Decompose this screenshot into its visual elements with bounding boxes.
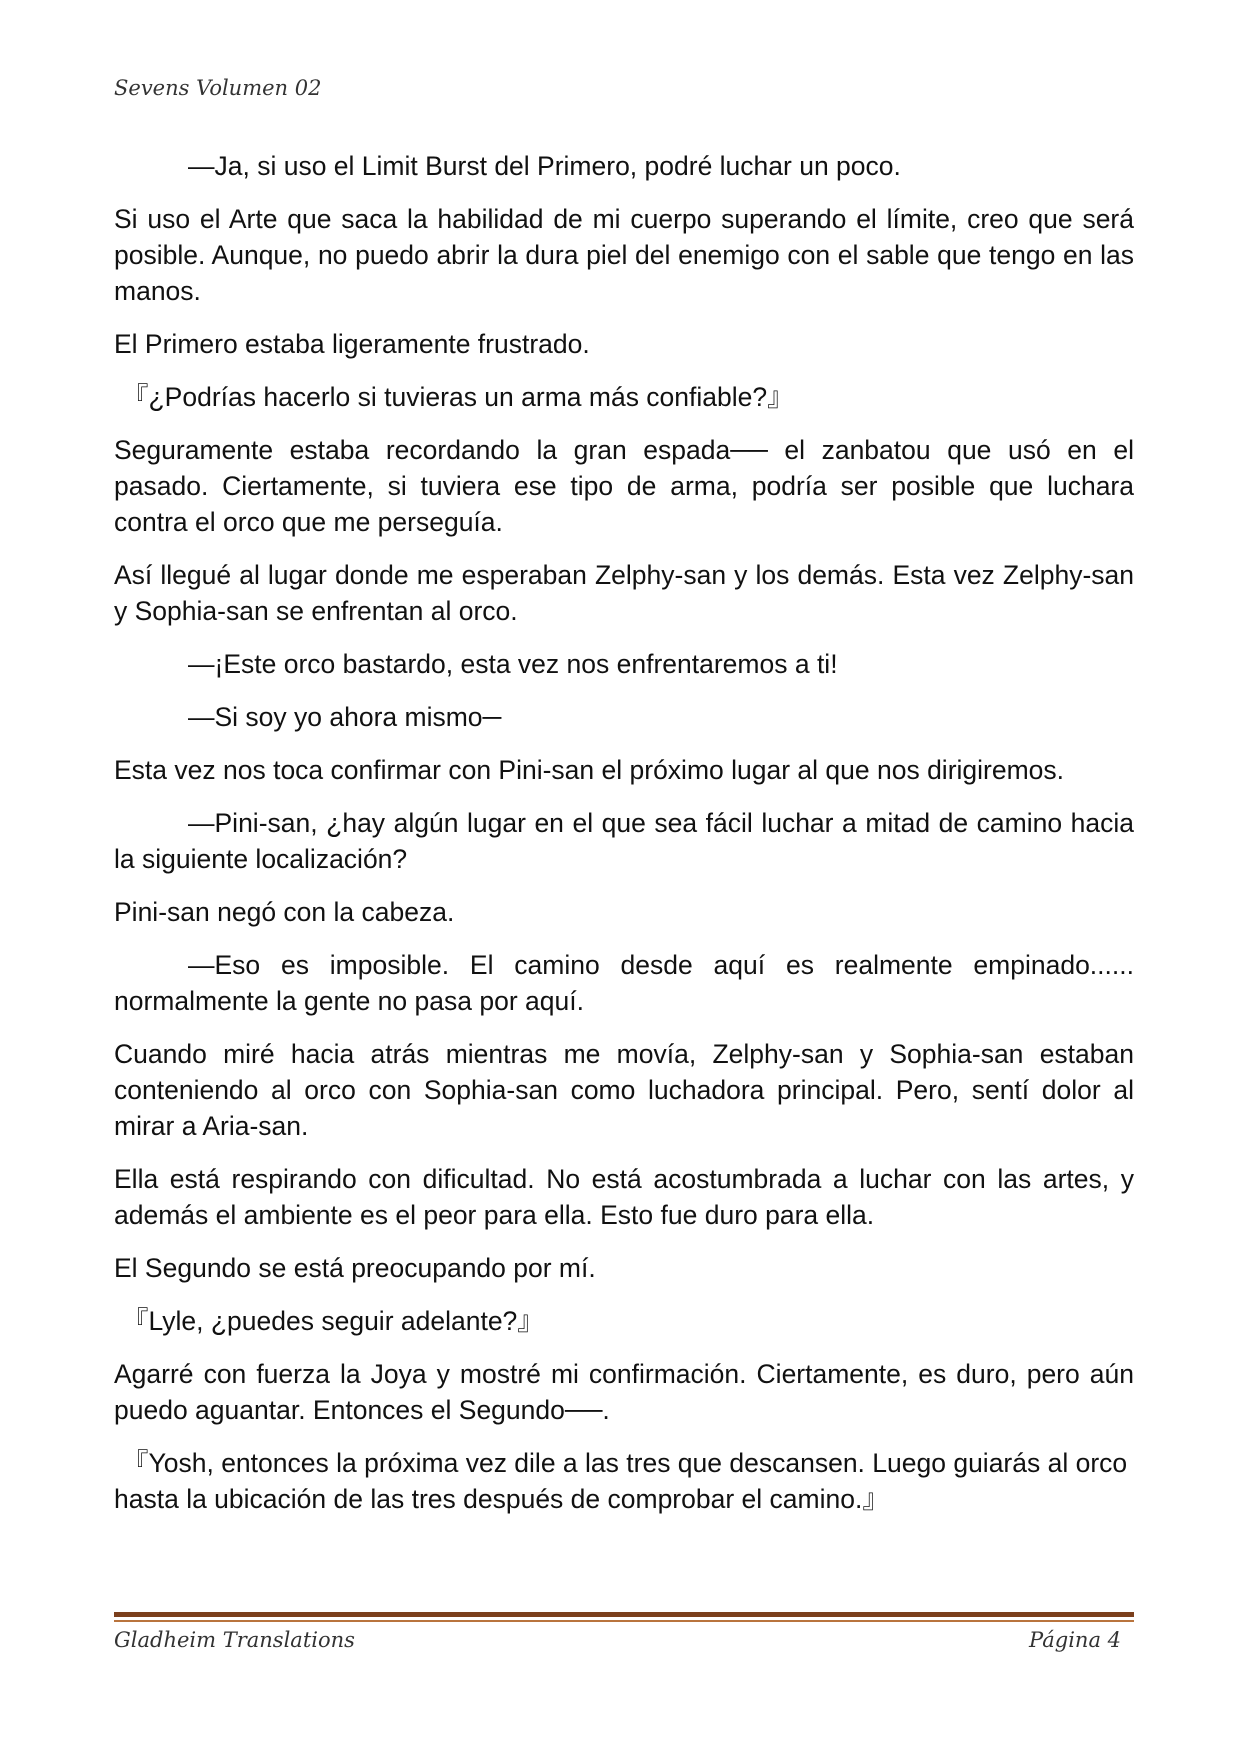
footer-divider-thick [114,1612,1134,1617]
paragraph-narration: El Primero estaba ligeramente frustrado. [114,329,590,359]
paragraph-thought: 『Yosh, entonces la próxima vez dile a las tres que descansen. Luego guiarás al orco hasta la ubicación de las tres después de comprobar el camino.』 [114,1448,1128,1514]
paragraph-thought: 『¿Podrías hacerlo si tuvieras un arma más confiable?』 [122,382,794,412]
paragraph-dialogue: —Ja, si uso el Limit Burst del Primero, podré luchar un poco. [188,151,901,181]
page-header-title: Sevens Volumen 02 [114,76,322,100]
page-body [114,148,1134,1534]
paragraph-narration: Así llegué al lugar donde me esperaban Zelphy-san y los demás. Esta vez Zelphy-san y Sophia-san se enfrentan al orco. [114,560,1134,626]
paragraph-dialogue: —Si soy yo ahora mismo─ [188,702,502,732]
footer-translator-credit: Gladheim Translations [114,1628,355,1652]
paragraph-dialogue: —Pini-san, ¿hay algún lugar en el que sea fácil luchar a mitad de camino hacia la siguiente localización? [114,808,1134,874]
paragraph-narration: Seguramente estaba recordando la gran espada── el zanbatou que usó en el pasado. Ciertamente, si tuviera ese tipo de arma, podría ser posible que luchara contra el orco que me perseguía. [114,435,1134,537]
paragraph-narration: Esta vez nos toca confirmar con Pini-san el próximo lugar al que nos dirigiremos. [114,755,1065,785]
footer-page-number: Página 4 [1029,1628,1121,1652]
footer-divider [114,1612,1134,1622]
paragraph-narration: Agarré con fuerza la Joya y mostré mi confirmación. Ciertamente, es duro, pero aún puedo aguantar. Entonces el Segundo──. [114,1359,1134,1425]
paragraph-narration: Cuando miré hacia atrás mientras me movía, Zelphy-san y Sophia-san estaban conteniendo al orco con Sophia-san como luchadora principal. Pero, sentí dolor al mirar a Aria-san. [114,1039,1134,1141]
paragraph-thought: 『Lyle, ¿puedes seguir adelante?』 [122,1306,544,1336]
paragraph-dialogue: —Eso es imposible. El camino desde aquí es realmente empinado...... normalmente la gente no pasa por aquí. [114,950,1134,1016]
paragraph-dialogue: —¡Este orco bastardo, esta vez nos enfrentaremos a ti! [188,649,838,679]
footer-divider-thin [114,1620,1134,1622]
paragraph-narration: El Segundo se está preocupando por mí. [114,1253,596,1283]
paragraph-narration: Si uso el Arte que saca la habilidad de mi cuerpo superando el límite, creo que será posible. Aunque, no puedo abrir la dura piel del enemigo con el sable que tengo en las manos. [114,204,1134,306]
paragraph-narration: Ella está respirando con dificultad. No está acostumbrada a luchar con las artes, y además el ambiente es el peor para ella. Esto fue duro para ella. [114,1164,1134,1230]
paragraph-narration: Pini-san negó con la cabeza. [114,897,455,927]
